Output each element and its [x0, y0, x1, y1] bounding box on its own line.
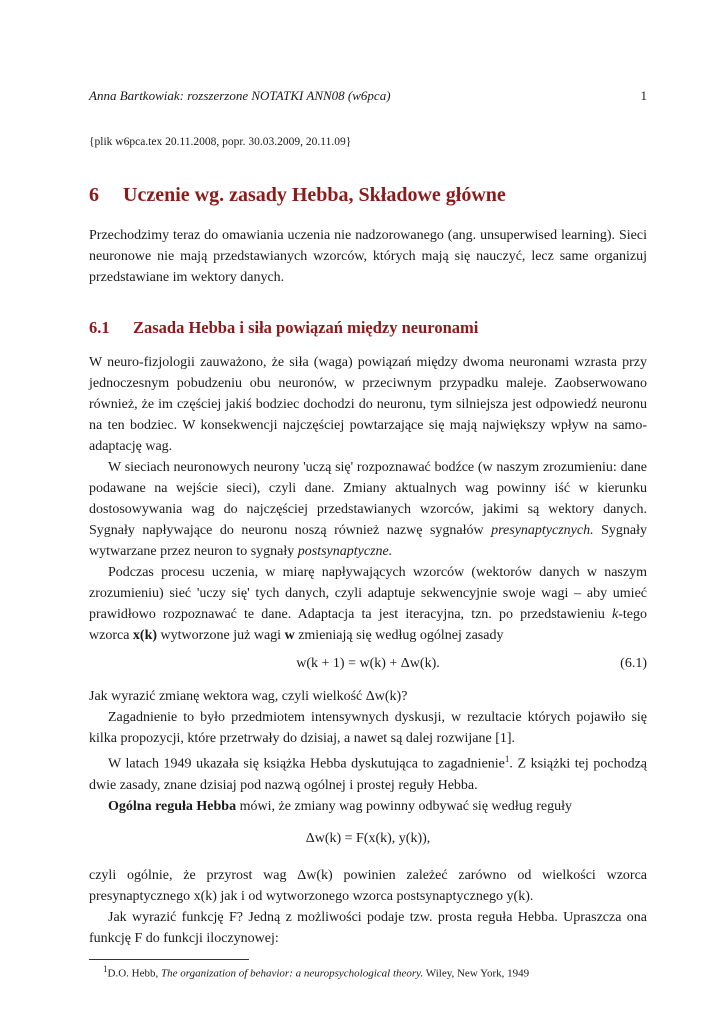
- section-number: 6: [89, 184, 99, 206]
- var-xk: x(k): [132, 628, 158, 643]
- footnote-ref: 1: [504, 754, 510, 764]
- equation-body-2: Δw(k) = F(x(k), y(k)),: [305, 830, 431, 846]
- paragraph-5-text: W latach 1949 ukazała się książka Hebba dyskutująca to zagadnienie: [108, 756, 505, 772]
- equation-body: w(k + 1) = w(k) + Δw(k).: [296, 656, 440, 671]
- footnote-mark: 1: [103, 963, 108, 974]
- file-info: {plik w6pca.tex 20.11.2008, popr. 30.03.2009, 20.11.09}: [89, 136, 352, 148]
- paragraph-6-text: mówi, że zmiany wag powinny odbywać się według reguły: [236, 798, 573, 814]
- footnote-book-title: The organization of behavior: a neuropsychological theory.: [160, 967, 424, 980]
- paragraph-3: [89, 562, 647, 646]
- equation-6-1: [89, 646, 647, 686]
- document-page: [89, 88, 647, 979]
- footnote-text: D.O. Hebb,: [107, 967, 161, 980]
- section-title: Uczenie wg. zasady Hebba, Składowe główne: [123, 184, 506, 206]
- paragraph-8: Jak wyrazić funkcję F? Jedną z możliwości podaje tzw. prosta reguła Hebba. Upraszcza ona funkcję F do funkcji iloczynowej:: [89, 909, 647, 946]
- footnote-rule: [89, 959, 249, 960]
- paragraph-3-text-2: -tego wzorca: [89, 607, 647, 643]
- var-w: w: [284, 628, 295, 643]
- term-postsynaptic: postsynaptyczne.: [297, 544, 393, 559]
- paragraph-3-text-3: wytworzone już wagi: [157, 628, 285, 643]
- paragraph-2: [89, 457, 647, 562]
- general-hebb-rule-term: Ogólna reguła Hebba: [108, 798, 237, 814]
- footnote: [89, 964, 647, 980]
- paragraph-4: Zagadnienie to było przedmiotem intensywnych dyskusji, w rezultacie których pojawiło się kilka propozycji, które przetrwały do dzisiaj, a nawet są dalej rozwijane [1].: [89, 710, 647, 746]
- equation-general-rule: [89, 817, 647, 865]
- subsection-heading: [89, 318, 647, 338]
- paragraph-7: czyli ogólnie, że przyrost wag Δw(k) powinien zależeć zarówno od wielkości wzorca presynaptycznego x(k) jak i od wytworzonego wzorca postsynaptycznego y(k).: [89, 867, 647, 904]
- var-k: k: [612, 607, 619, 622]
- paragraph-2-text-2: Sygnały wytwarzane przez neuron to sygnały: [89, 523, 647, 559]
- page-number: 1: [640, 88, 647, 103]
- header-text: Anna Bartkowiak: rozszerzone NOTATKI ANN08 (w6pca): [89, 88, 391, 103]
- section-heading: [89, 184, 647, 207]
- subsection-number: 6.1: [89, 318, 110, 337]
- footnote-text-2: Wiley, New York, 1949: [423, 967, 530, 980]
- paragraph-1: W neuro-fizjologii zauważono, że siła (waga) powiązań między dwoma neuronami wzrasta przy jednoczesnym pobudzeniu obu neuronów, w przeciwnym przypadku maleje. Zaobserwowano również, że im częściej jakiś bodziec dochodzi do neuronu, tym silniejsza jest odpowiedź neuronu na ten bodziec. W konsekwencji najczęściej powtarzające się mają największy wpływ na samo-adaptację wag.: [89, 355, 647, 454]
- running-header: [89, 88, 647, 104]
- intro-paragraph: Przechodzimy teraz do omawiania uczenia nie nadzorowanego (ang. unsuperwised learning). Sieci neuronowe nie mają przedstawianych wzorców, których mają się nauczyć, lecz same organizuj przedstawiane im wektory danych.: [89, 228, 647, 285]
- paragraph-5-text-2: . Z książki tej pochodzą dwie zasady, znane dzisiaj pod nazwą ogólnej i prostej reguły Hebba.: [89, 756, 647, 793]
- term-presynaptic: presynaptycznych.: [491, 523, 594, 538]
- paragraph-3-text: Podczas procesu uczenia, w miarę napływających wzorców (wektorów danych w naszym zrozumieniu) sieć 'uczy się' tych danych, czyli adaptuje sekwencyjnie swoje wagi – aby umieć prawidłowo rozpoznawać te dane. Adaptacja ta jest iteracyjna, tzn. po przedstawieniu: [89, 565, 647, 622]
- equation-number: (6.1): [620, 656, 647, 671]
- subsection-title: Zasada Hebba i siła powiązań między neuronami: [133, 318, 479, 337]
- paragraph-6: [89, 796, 647, 817]
- paragraph-2-text: W sieciach neuronowych neurony 'uczą się' rozpoznawać bodźce (w naszym zrozumieniu: dane podawane na wejście sieci), czyli dane. Zmiany aktualnych wag powinny iść w kierunku dostosowywania wag do najczęściej przedstawianych wzorców, jakimi są wektory danych. Sygnały napływające do neuronu noszą również nazwę sygnałów: [89, 460, 647, 538]
- paragraph-5: [89, 749, 647, 796]
- paragraph-3-text-4: zmieniają się według ogólnej zasady: [294, 628, 504, 643]
- question-paragraph: Jak wyrazić zmianę wektora wag, czyli wielkość Δw(k)?: [89, 689, 408, 704]
